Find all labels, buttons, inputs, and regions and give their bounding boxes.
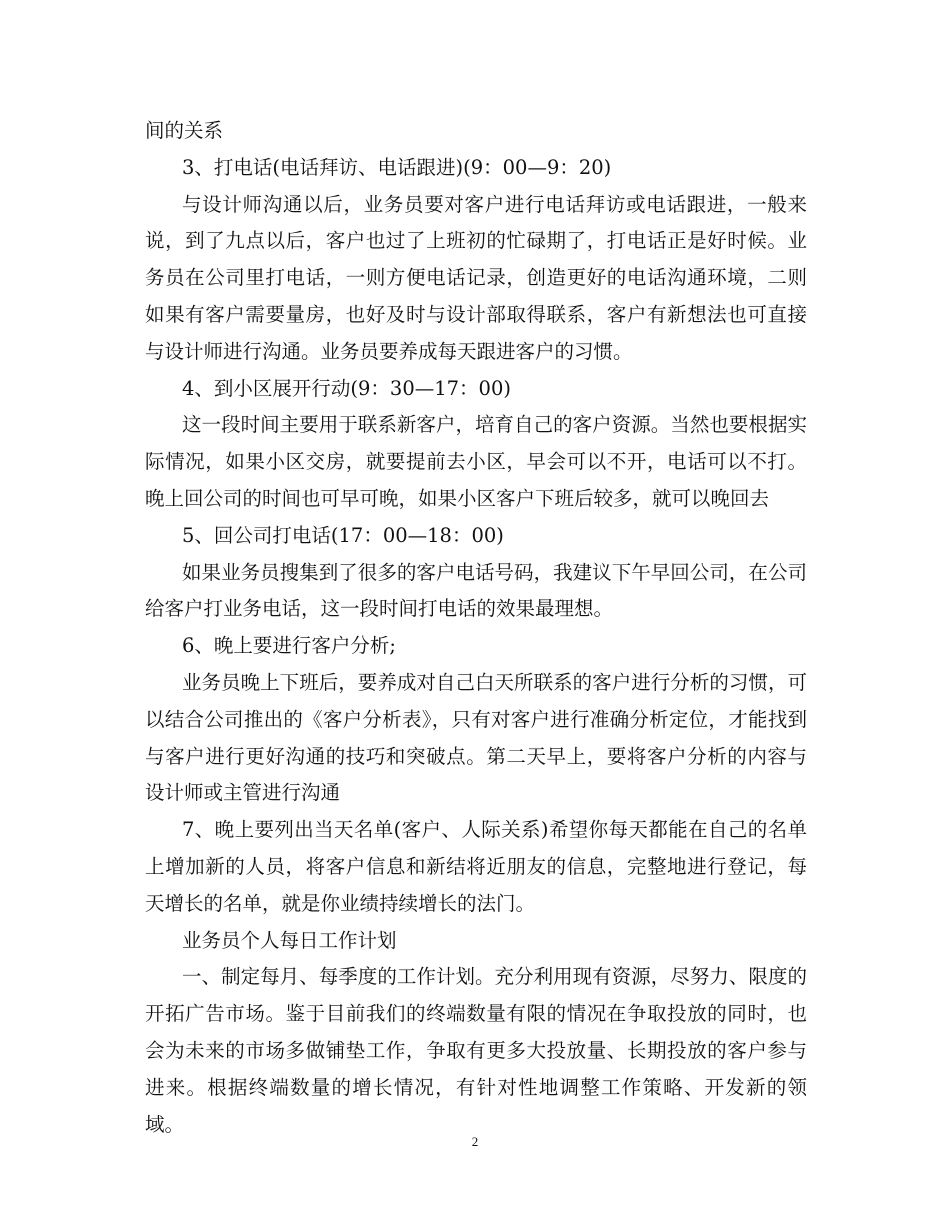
heading-step-5: 5、回公司打电话(17：00—18：00) <box>182 523 504 547</box>
paragraph-continuation: 间的关系 <box>145 119 224 142</box>
heading-step-4: 4、到小区展开行动(9：30—17：00) <box>182 376 511 400</box>
paragraph-step-4: 这一段时间主要用于联系新客户，培育自己的客户资源。当然也要根据实际情况，如果小区交房，就要提前去小区，早会可以不开，电话可以不打。晚上回公司的时间也可早可晚，如果小区客户下班后较多，就可以晚回去 <box>145 413 807 510</box>
section-title: 业务员个人每日工作计划 <box>182 928 397 952</box>
paragraph-step-5: 如果业务员搜集到了很多的客户电话号码，我建议下午早回公司，在公司给客户打业务电话，这一段时间打电话的效果最理想。 <box>145 560 807 621</box>
paragraph-step-3: 与设计师沟通以后，业务员要对客户进行电话拜访或电话跟进，一般来说，到了九点以后，客户也过了上班初的忙碌期了，打电话正是好时候。业务员在公司里打电话，一则方便电话记录，创造更好的电话沟通环境，二则如果有客户需要量房，也好及时与设计部取得联系，客户有新想法也可直接与设计师进行沟通。业务员要养成每天跟进客户的习惯。 <box>145 192 807 363</box>
page-number: 2 <box>471 1134 479 1149</box>
paragraph-step-7: 7、晚上要列出当天名单(客户、人际关系)希望你每天都能在自己的名单上增加新的人员，将客户信息和新结将近朋友的信息，完整地进行登记，每天增长的名单，就是你业绩持续增长的法门。 <box>145 818 807 915</box>
heading-step-6: 6、晚上要进行客户分析; <box>182 634 396 658</box>
paragraph-plan-1: 一、制定每月、每季度的工作计划。充分利用现有资源，尽努力、限度的开拓广告市场。鉴于目前我们的终端数量有限的情况在争取投放的同时，也会为未来的市场多做铺垫工作，争取有更多大投放量、长期投放的客户参与进来。根据终端数量的增长情况，有针对性地调整工作策略、开发新的领域。 <box>145 965 807 1136</box>
paragraph-step-6: 业务员晚上下班后，要养成对自己白天所联系的客户进行分析的习惯，可以结合公司推出的《客户分析表》，只有对客户进行准确分析定位，才能找到与客户进行更好沟通的技巧和突破点。第二天早上，要将客户分析的内容与设计师或主管进行沟通 <box>145 670 807 805</box>
body-text <box>145 113 807 1143</box>
heading-step-3: 3、打电话(电话拜访、电话跟进)(9：00—9：20) <box>182 155 612 179</box>
